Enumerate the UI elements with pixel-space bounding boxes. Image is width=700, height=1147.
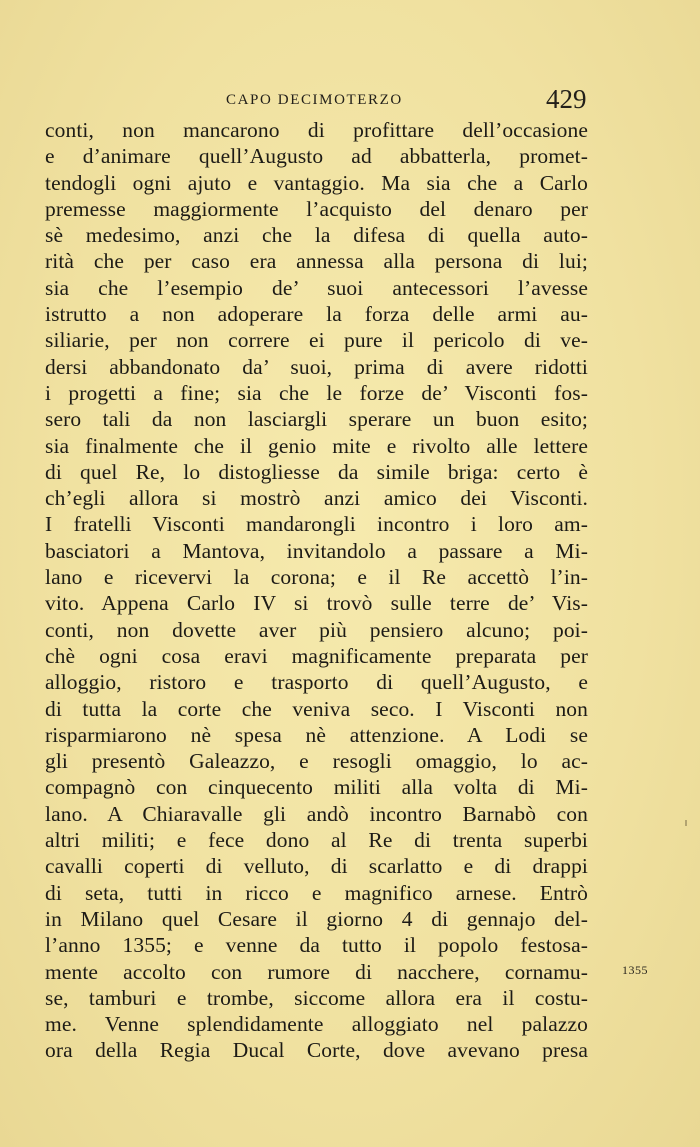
- text-line: tendogli ogni ajuto e vantaggio. Ma sia che a Carlo: [45, 170, 588, 195]
- text-line: basciatori a Mantova, invitandolo a passare a Mi-: [45, 538, 588, 563]
- text-line: chè ogni cosa eravi magnificamente preparata per: [45, 643, 588, 668]
- text-line: alloggio, ristoro e trasporto di quell’Augusto, e: [45, 670, 588, 695]
- text-line: i progetti a fine; sia che le forze de’ Visconti fos-: [45, 380, 588, 405]
- paper-speck: [685, 820, 687, 826]
- text-line: l’anno 1355; e venne da tutto il popolo festosa-: [45, 933, 588, 958]
- text-line: se, tamburi e trombe, siccome allora era il costu-: [45, 985, 588, 1010]
- body-text: [45, 117, 588, 1064]
- text-line: in Milano quel Cesare il giorno 4 di gennajo del-: [45, 906, 588, 931]
- text-line: siliarie, per non correre ei pure il pericolo di ve-: [45, 328, 588, 353]
- text-line: sia che l’esempio de’ suoi antecessori l’avesse: [45, 275, 588, 300]
- text-line: sè medesimo, anzi che la difesa di quella auto-: [45, 223, 588, 248]
- margin-year-note: 1355: [622, 963, 648, 977]
- text-line: compagnò con cinquecento militi alla volta di Mi-: [45, 775, 588, 800]
- text-line: dersi abbandonato da’ suoi, prima di avere ridotti: [45, 354, 588, 379]
- text-line: conti, non dovette aver più pensiero alcuno; poi-: [45, 617, 588, 642]
- text-line: di tutta la corte che veniva seco. I Visconti non: [45, 696, 588, 721]
- text-line: I fratelli Visconti mandarongli incontro i loro am-: [45, 512, 588, 537]
- text-line: lano. A Chiaravalle gli andò incontro Barnabò con: [45, 801, 588, 826]
- text-line: me. Venne splendidamente alloggiato nel palazzo: [45, 1012, 588, 1037]
- text-line: di seta, tutti in ricco e magnifico arnese. Entrò: [45, 880, 588, 905]
- text-line: sero tali da non lasciargli sperare un buon esito;: [45, 407, 588, 432]
- text-line: ch’egli allora si mostrò anzi amico dei Visconti.: [45, 486, 588, 511]
- text-line: risparmiarono nè spesa nè attenzione. A Lodi se: [45, 722, 588, 747]
- text-line: rità che per caso era annessa alla persona di lui;: [45, 249, 588, 274]
- text-line: e d’animare quell’Augusto ad abbatterla, promet-: [45, 144, 588, 169]
- text-line: istrutto a non adoperare la forza delle armi au-: [45, 302, 588, 327]
- text-line: premesse maggiormente l’acquisto del denaro per: [45, 196, 588, 221]
- text-line: lano e ricevervi la corona; e il Re accettò l’in-: [45, 565, 588, 590]
- text-line: ora della Regia Ducal Corte, dove avevano presa: [45, 1038, 588, 1063]
- page-number: 429: [546, 84, 587, 114]
- text-line: di quel Re, lo distogliesse da simile briga: certo è: [45, 459, 588, 484]
- text-line: mente accolto con rumore di nacchere, cornamu-: [45, 959, 588, 984]
- running-head: CAPO DECIMOTERZO: [226, 92, 403, 108]
- text-line: gli presentò Galeazzo, e resogli omaggio, lo ac-: [45, 749, 588, 774]
- text-line: cavalli coperti di velluto, di scarlatto e di drappi: [45, 854, 588, 879]
- text-line: sia finalmente che il genio mite e rivolto alle lettere: [45, 433, 588, 458]
- text-line: conti, non mancarono di profittare dell’occasione: [45, 118, 588, 142]
- text-line: altri militi; e fece dono al Re di trenta superbi: [45, 828, 588, 853]
- text-line: vito. Appena Carlo IV si trovò sulle terre de’ Vis-: [45, 591, 588, 616]
